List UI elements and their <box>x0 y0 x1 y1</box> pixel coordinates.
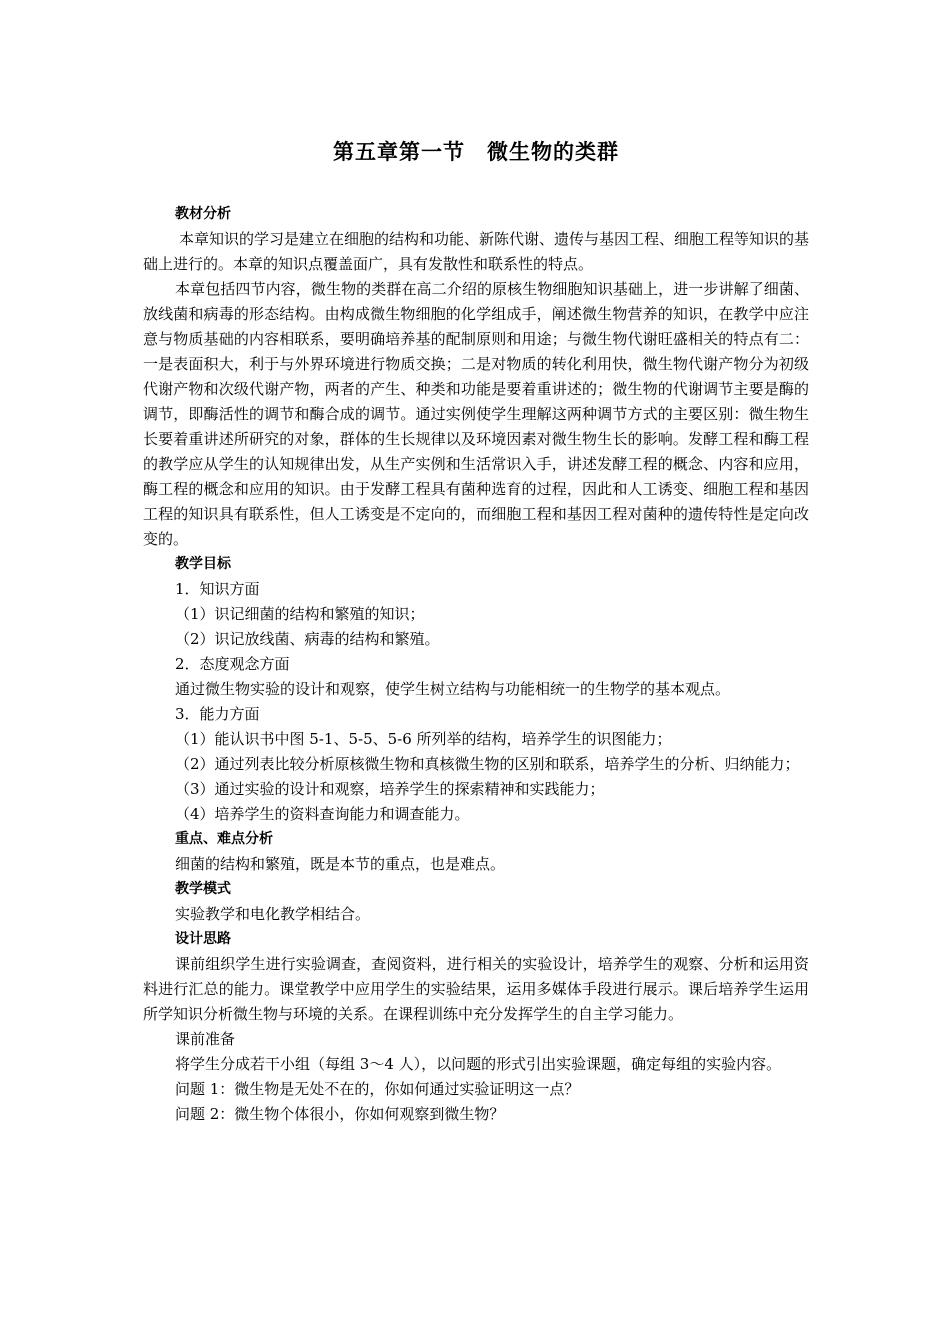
heading-prep: 课前准备 <box>175 1030 236 1048</box>
goal-knowledge: 1．知识方面 <box>175 580 260 598</box>
goal-knowledge-2: （2）识记放线菌、病毒的结构和繁殖。 <box>175 630 440 648</box>
mode-text: 实验教学和电化教学相结合。 <box>175 905 371 923</box>
prep-text: 将学生分成若干小组（每组 3～4 人），以问题的形式引出实验课题，确定每组的实验内容。 <box>175 1055 782 1073</box>
goal-ability-3: （3）通过实验的设计和观察，培养学生的探索精神和实践能力； <box>175 780 605 798</box>
focus-text: 细菌的结构和繁殖，既是本节的重点，也是难点。 <box>175 855 506 873</box>
heading-focus: 重点、难点分析 <box>175 831 273 847</box>
goal-ability-2: （2）通过列表比较分析原核微生物和真核微生物的区别和联系，培养学生的分析、归纳能力； <box>175 755 800 773</box>
analysis-paragraph-1: 本章知识的学习是建立在细胞的结构和功能、新陈代谢、遗传与基因工程、细胞工程等知识的基础上进行的。本章的知识点覆盖面广，具有发散性和联系性的特点。 <box>143 230 810 273</box>
prep-question-1: 问题 1：微生物是无处不在的，你如何通过实验证明这一点？ <box>175 1080 580 1098</box>
heading-mode: 教学模式 <box>175 881 231 897</box>
goal-knowledge-1: （1）识记细菌的结构和繁殖的知识； <box>175 605 425 623</box>
goal-attitude: 2．态度观念方面 <box>175 655 290 673</box>
goal-ability-4: （4）培养学生的资料查询能力和调查能力。 <box>175 805 470 823</box>
prep-question-2: 问题 2：微生物个体很小，你如何观察到微生物？ <box>175 1105 505 1123</box>
heading-analysis: 教材分析 <box>175 206 231 222</box>
heading-goals: 教学目标 <box>175 556 231 572</box>
goal-ability-1: （1）能认识书中图 5-1、5-5、5-6 所列举的结构，培养学生的识图能力； <box>175 730 672 748</box>
document-body <box>143 138 809 1127</box>
heading-design: 设计思路 <box>175 931 231 947</box>
goal-ability: 3．能力方面 <box>175 705 260 723</box>
design-text: 课前组织学生进行实验调查，查阅资料，进行相关的实验设计，培养学生的观察、分析和运用资料进行汇总的能力。课堂教学中应用学生的实验结果，运用多媒体手段进行展示。课后培养学生运用所学知识分析微生物与环境的关系。在课程训练中充分发挥学生的自主学习能力。 <box>143 955 809 1023</box>
page-title: 第五章第一节 微生物的类群 <box>333 140 619 164</box>
analysis-paragraph-2: 本章包括四节内容，微生物的类群在高二介绍的原核生物细胞知识基础上，进一步讲解了细菌、放线菌和病毒的形态结构。由构成微生物细胞的化学组成手，阐述微生物营养的知识，在教学中应注意与物质基础的内容相联系，要明确培养基的配制原则和用途；与微生物代谢旺盛相关的特点有二：一是表面积大，利于与外界环境进行物质交换；二是对物质的转化利用快，微生物代谢产物分为初级代谢产物和次级代谢产物，两者的产生、种类和功能是要着重讲述的；微生物的代谢调节主要是酶的调节，即酶活性的调节和酶合成的调节。通过实例使学生理解这两种调节方式的主要区别：微生物生长要着重讲述所研究的对象，群体的生长规律以及环境因素对微生物生长的影响。发酵工程和酶工程的教学应从学生的认知规律出发，从生产实例和生活常识入手，讲述发酵工程的概念、内容和应用，酶工程的概念和应用的知识。由于发酵工程具有菌种选育的过程，因此和人工诱变、细胞工程和基因工程的知识具有联系性，但人工诱变是不定向的，而细胞工程和基因工程对菌种的遗传特性是定向改变的。 <box>143 280 809 548</box>
goal-attitude-1: 通过微生物实验的设计和观察，使学生树立结构与功能相统一的生物学的基本观点。 <box>175 680 731 698</box>
